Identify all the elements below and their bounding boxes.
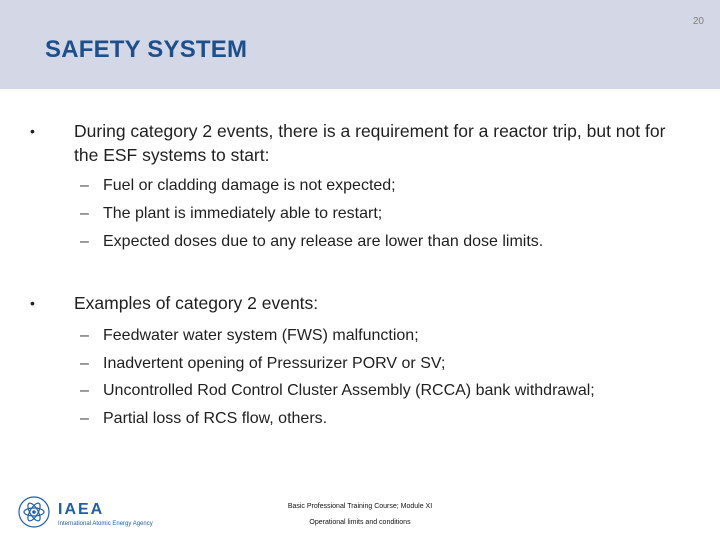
dash-marker: – (80, 410, 89, 427)
bullet-marker: • (30, 123, 35, 139)
bullet-marker: • (30, 295, 35, 311)
dash-marker: – (80, 327, 89, 344)
logo-text: IAEA (58, 501, 105, 518)
sub-item-text: Expected doses due to any release are lower than dose limits. (103, 233, 544, 250)
page-number: 20 (692, 16, 704, 27)
slide-title: SAFETY SYSTEM (45, 36, 248, 63)
sub-item-text: Inadvertent opening of Pressurizer PORV or SV; (103, 355, 446, 372)
dash-marker: – (80, 233, 89, 250)
bullet-text: Examples of category 2 events: (74, 293, 319, 313)
sub-item-text: Fuel or cladding damage is not expected; (103, 177, 396, 194)
dash-marker: – (80, 382, 89, 399)
dash-marker: – (80, 177, 89, 194)
atom-emblem-icon (16, 494, 176, 530)
footer-topic: Operational limits and conditions (309, 519, 411, 526)
sub-item-text: Uncontrolled Rod Control Cluster Assembly (RCCA) bank withdrawal; (103, 382, 595, 399)
sub-item-text: Partial loss of RCS flow, others. (103, 410, 328, 427)
dash-marker: – (80, 355, 89, 372)
sub-item-text: The plant is immediately able to restart; (103, 205, 383, 222)
footer-course: Basic Professional Training Course; Module XI (287, 503, 433, 510)
logo-subtext: International Atomic Energy Agency (58, 521, 153, 527)
sub-item-text: Feedwater water system (FWS) malfunction; (103, 327, 419, 344)
bullet-text: During category 2 events, there is a requirement for a reactor trip, but not for the ESF systems to start: (74, 121, 666, 165)
iaea-logo (16, 494, 176, 535)
dash-marker: – (80, 205, 89, 222)
